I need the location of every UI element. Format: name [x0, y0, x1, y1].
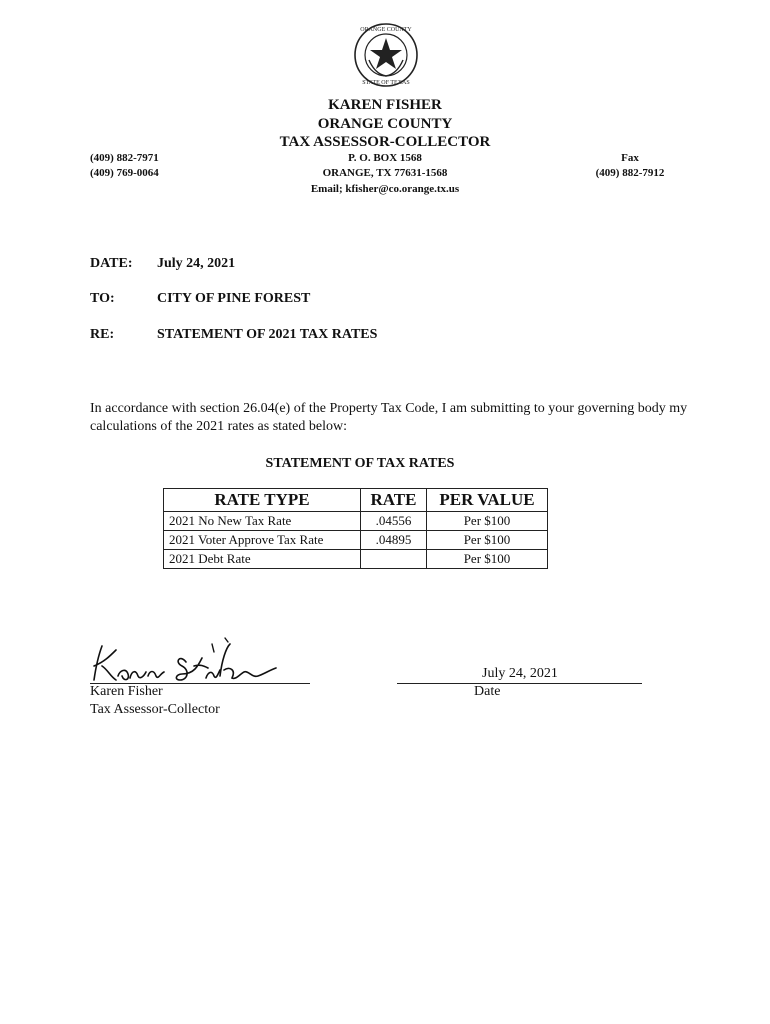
- svg-text:ORANGE COUNTY: ORANGE COUNTY: [360, 27, 412, 33]
- signature-date: July 24, 2021: [482, 666, 558, 681]
- rate-type-cell: 2021 No New Tax Rate: [164, 512, 361, 531]
- email-address: Email; kfisher@co.orange.tx.us: [310, 183, 460, 195]
- header-rate: RATE: [361, 489, 427, 512]
- office-title: TAX ASSESSOR-COLLECTOR: [279, 134, 491, 150]
- fax-number: (409) 882-7912: [595, 167, 665, 179]
- phone-number-1: (409) 882-7971: [90, 152, 159, 164]
- po-box: P. O. BOX 1568: [348, 152, 422, 164]
- per-value-cell: Per $100: [427, 512, 548, 531]
- table-row: [164, 531, 548, 550]
- date-label: DATE:: [90, 256, 133, 271]
- city-address: ORANGE, TX 77631-1568: [322, 167, 448, 179]
- per-value-cell: Per $100: [427, 550, 548, 569]
- rate-cell: [361, 550, 427, 569]
- rate-cell: .04895: [361, 531, 427, 550]
- phone-number-2: (409) 769-0064: [90, 167, 159, 179]
- per-value-cell: Per $100: [427, 531, 548, 550]
- signer-name: Karen Fisher: [90, 684, 163, 699]
- county-seal-logo: [353, 22, 419, 88]
- date-value: July 24, 2021: [157, 256, 236, 271]
- handwritten-signature: [90, 636, 290, 688]
- table-row: [164, 550, 548, 569]
- to-label: TO:: [90, 291, 115, 306]
- re-label: RE:: [90, 327, 115, 342]
- table-row: [164, 512, 548, 531]
- rate-type-cell: 2021 Voter Approve Tax Rate: [164, 531, 361, 550]
- fax-label: Fax: [621, 152, 639, 164]
- header-per-value: PER VALUE: [427, 489, 548, 512]
- date-line: [397, 683, 642, 684]
- county-name: ORANGE COUNTY: [317, 116, 453, 132]
- header-rate-type: RATE TYPE: [164, 489, 361, 512]
- svg-text:STATE OF TEXAS: STATE OF TEXAS: [362, 80, 410, 86]
- signer-title: Tax Assessor-Collector: [90, 702, 220, 717]
- rates-table-header-row: [164, 489, 548, 512]
- rates-table: [163, 488, 548, 569]
- rate-cell: .04556: [361, 512, 427, 531]
- body-paragraph: In accordance with section 26.04(e) of the Property Tax Code, I am submitting to your governing body my calculations of the 2021 rates as stated below:: [90, 401, 688, 434]
- to-value: CITY OF PINE FOREST: [157, 291, 311, 306]
- assessor-name: KAREN FISHER: [328, 97, 442, 113]
- re-value: STATEMENT OF 2021 TAX RATES: [157, 327, 378, 342]
- statement-title: STATEMENT OF TAX RATES: [265, 456, 455, 471]
- date-caption: Date: [474, 684, 501, 699]
- rate-type-cell: 2021 Debt Rate: [164, 550, 361, 569]
